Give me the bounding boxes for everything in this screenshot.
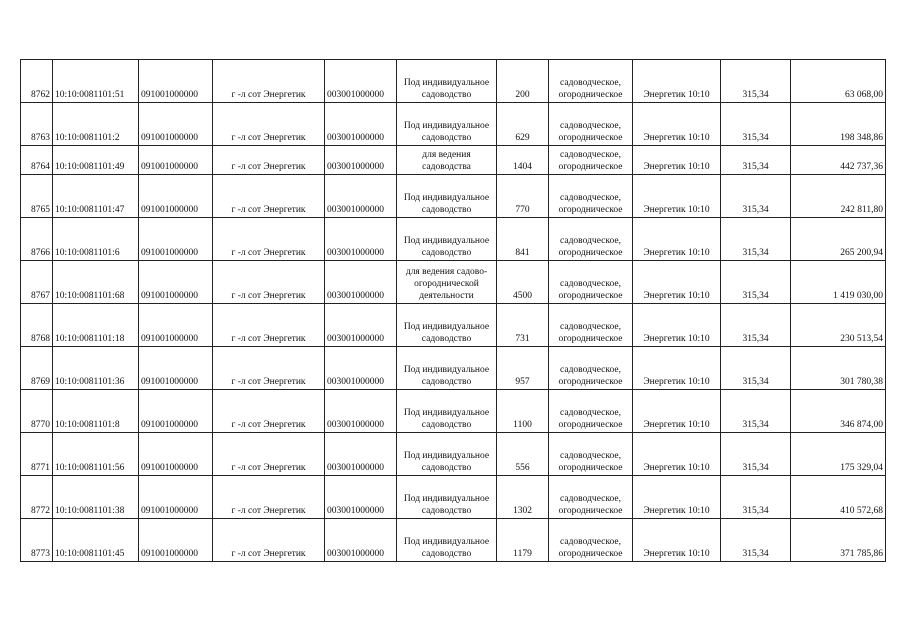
oktmo-code: 003001000000 <box>325 60 397 103</box>
row-number: 8764 <box>21 146 53 175</box>
table-row <box>21 347 886 390</box>
table-row <box>21 261 886 304</box>
row-number: 8769 <box>21 347 53 390</box>
permitted-use: Под индивидуальное садоводство <box>397 103 497 146</box>
cadastral-value: 1 419 030,00 <box>791 261 886 304</box>
oktmo-code: 003001000000 <box>325 261 397 304</box>
cadastral-value: 63 068,00 <box>791 60 886 103</box>
permitted-use: Под индивидуальное садоводство <box>397 476 497 519</box>
cadastral-number: 10:10:0081101:2 <box>53 103 139 146</box>
okato-code: 091001000000 <box>139 476 213 519</box>
okato-code: 091001000000 <box>139 347 213 390</box>
table-row <box>21 175 886 218</box>
oktmo-code: 003001000000 <box>325 476 397 519</box>
specific-value: 315,34 <box>721 304 791 347</box>
address: г -л сот Энергетик <box>213 390 325 433</box>
okato-code: 091001000000 <box>139 261 213 304</box>
address: г -л сот Энергетик <box>213 103 325 146</box>
use-category: садоводческое, огородническое <box>549 261 633 304</box>
area: 200 <box>497 60 549 103</box>
area: 1302 <box>497 476 549 519</box>
area: 770 <box>497 175 549 218</box>
use-category: садоводческое, огородническое <box>549 146 633 175</box>
okato-code: 091001000000 <box>139 175 213 218</box>
okato-code: 091001000000 <box>139 304 213 347</box>
table-row <box>21 103 886 146</box>
row-number: 8765 <box>21 175 53 218</box>
use-category: садоводческое, огородническое <box>549 519 633 562</box>
valuation-zone: Энергетик 10:10 <box>633 347 721 390</box>
cadastral-value: 242 811,80 <box>791 175 886 218</box>
cadastral-value: 410 572,68 <box>791 476 886 519</box>
valuation-zone: Энергетик 10:10 <box>633 304 721 347</box>
address: г -л сот Энергетик <box>213 433 325 476</box>
use-category: садоводческое, огородническое <box>549 218 633 261</box>
valuation-zone: Энергетик 10:10 <box>633 146 721 175</box>
valuation-zone: Энергетик 10:10 <box>633 261 721 304</box>
use-category: садоводческое, огородническое <box>549 60 633 103</box>
address: г -л сот Энергетик <box>213 304 325 347</box>
use-category: садоводческое, огородническое <box>549 347 633 390</box>
row-number: 8772 <box>21 476 53 519</box>
area: 629 <box>497 103 549 146</box>
cadastral-value: 442 737,36 <box>791 146 886 175</box>
specific-value: 315,34 <box>721 218 791 261</box>
specific-value: 315,34 <box>721 390 791 433</box>
oktmo-code: 003001000000 <box>325 103 397 146</box>
valuation-zone: Энергетик 10:10 <box>633 390 721 433</box>
oktmo-code: 003001000000 <box>325 175 397 218</box>
address: г -л сот Энергетик <box>213 476 325 519</box>
cadastral-value: 198 348,86 <box>791 103 886 146</box>
address: г -л сот Энергетик <box>213 60 325 103</box>
oktmo-code: 003001000000 <box>325 146 397 175</box>
oktmo-code: 003001000000 <box>325 218 397 261</box>
row-number: 8770 <box>21 390 53 433</box>
cadastral-value: 265 200,94 <box>791 218 886 261</box>
permitted-use: Под индивидуальное садоводство <box>397 60 497 103</box>
okato-code: 091001000000 <box>139 218 213 261</box>
oktmo-code: 003001000000 <box>325 304 397 347</box>
valuation-zone: Энергетик 10:10 <box>633 175 721 218</box>
row-number: 8767 <box>21 261 53 304</box>
use-category: садоводческое, огородническое <box>549 476 633 519</box>
use-category: садоводческое, огородническое <box>549 304 633 347</box>
cadastral-number: 10:10:0081101:56 <box>53 433 139 476</box>
oktmo-code: 003001000000 <box>325 390 397 433</box>
specific-value: 315,34 <box>721 347 791 390</box>
cadastral-number: 10:10:0081101:51 <box>53 60 139 103</box>
cadastral-value: 175 329,04 <box>791 433 886 476</box>
cadastral-number: 10:10:0081101:49 <box>53 146 139 175</box>
cadastral-value: 371 785,86 <box>791 519 886 562</box>
okato-code: 091001000000 <box>139 433 213 476</box>
address: г -л сот Энергетик <box>213 175 325 218</box>
table-row <box>21 304 886 347</box>
area: 1179 <box>497 519 549 562</box>
permitted-use: Под индивидуальное садоводство <box>397 175 497 218</box>
okato-code: 091001000000 <box>139 390 213 433</box>
cadastral-number: 10:10:0081101:36 <box>53 347 139 390</box>
cadastral-number: 10:10:0081101:68 <box>53 261 139 304</box>
specific-value: 315,34 <box>721 519 791 562</box>
permitted-use: для ведения садово-огороднической деятельности <box>397 261 497 304</box>
address: г -л сот Энергетик <box>213 261 325 304</box>
okato-code: 091001000000 <box>139 146 213 175</box>
area: 4500 <box>497 261 549 304</box>
permitted-use: для ведения садоводства <box>397 146 497 175</box>
cadastral-number: 10:10:0081101:47 <box>53 175 139 218</box>
use-category: садоводческое, огородническое <box>549 390 633 433</box>
cadastral-value: 230 513,54 <box>791 304 886 347</box>
oktmo-code: 003001000000 <box>325 347 397 390</box>
area: 841 <box>497 218 549 261</box>
row-number: 8762 <box>21 60 53 103</box>
land-valuation-table <box>20 59 886 562</box>
permitted-use: Под индивидуальное садоводство <box>397 433 497 476</box>
cadastral-number: 10:10:0081101:18 <box>53 304 139 347</box>
use-category: садоводческое, огородническое <box>549 433 633 476</box>
valuation-zone: Энергетик 10:10 <box>633 519 721 562</box>
row-number: 8773 <box>21 519 53 562</box>
specific-value: 315,34 <box>721 261 791 304</box>
address: г -л сот Энергетик <box>213 347 325 390</box>
cadastral-number: 10:10:0081101:8 <box>53 390 139 433</box>
area: 1404 <box>497 146 549 175</box>
cadastral-number: 10:10:0081101:6 <box>53 218 139 261</box>
address: г -л сот Энергетик <box>213 519 325 562</box>
permitted-use: Под индивидуальное садоводство <box>397 347 497 390</box>
table-row <box>21 60 886 103</box>
permitted-use: Под индивидуальное садоводство <box>397 218 497 261</box>
specific-value: 315,34 <box>721 175 791 218</box>
table-row <box>21 519 886 562</box>
cadastral-value: 346 874,00 <box>791 390 886 433</box>
specific-value: 315,34 <box>721 60 791 103</box>
table-row <box>21 476 886 519</box>
address: г -л сот Энергетик <box>213 218 325 261</box>
permitted-use: Под индивидуальное садоводство <box>397 519 497 562</box>
row-number: 8763 <box>21 103 53 146</box>
okato-code: 091001000000 <box>139 60 213 103</box>
specific-value: 315,34 <box>721 146 791 175</box>
permitted-use: Под индивидуальное садоводство <box>397 390 497 433</box>
area: 556 <box>497 433 549 476</box>
okato-code: 091001000000 <box>139 103 213 146</box>
valuation-zone: Энергетик 10:10 <box>633 60 721 103</box>
okato-code: 091001000000 <box>139 519 213 562</box>
table-row <box>21 433 886 476</box>
valuation-zone: Энергетик 10:10 <box>633 103 721 146</box>
table-row <box>21 218 886 261</box>
area: 957 <box>497 347 549 390</box>
area: 1100 <box>497 390 549 433</box>
table-row <box>21 146 886 175</box>
cadastral-number: 10:10:0081101:38 <box>53 476 139 519</box>
area: 731 <box>497 304 549 347</box>
permitted-use: Под индивидуальное садоводство <box>397 304 497 347</box>
specific-value: 315,34 <box>721 103 791 146</box>
oktmo-code: 003001000000 <box>325 433 397 476</box>
cadastral-number: 10:10:0081101:45 <box>53 519 139 562</box>
specific-value: 315,34 <box>721 476 791 519</box>
oktmo-code: 003001000000 <box>325 519 397 562</box>
address: г -л сот Энергетик <box>213 146 325 175</box>
use-category: садоводческое, огородническое <box>549 175 633 218</box>
row-number: 8766 <box>21 218 53 261</box>
row-number: 8771 <box>21 433 53 476</box>
valuation-zone: Энергетик 10:10 <box>633 433 721 476</box>
table-row <box>21 390 886 433</box>
valuation-zone: Энергетик 10:10 <box>633 476 721 519</box>
use-category: садоводческое, огородническое <box>549 103 633 146</box>
row-number: 8768 <box>21 304 53 347</box>
cadastral-value: 301 780,38 <box>791 347 886 390</box>
valuation-zone: Энергетик 10:10 <box>633 218 721 261</box>
specific-value: 315,34 <box>721 433 791 476</box>
